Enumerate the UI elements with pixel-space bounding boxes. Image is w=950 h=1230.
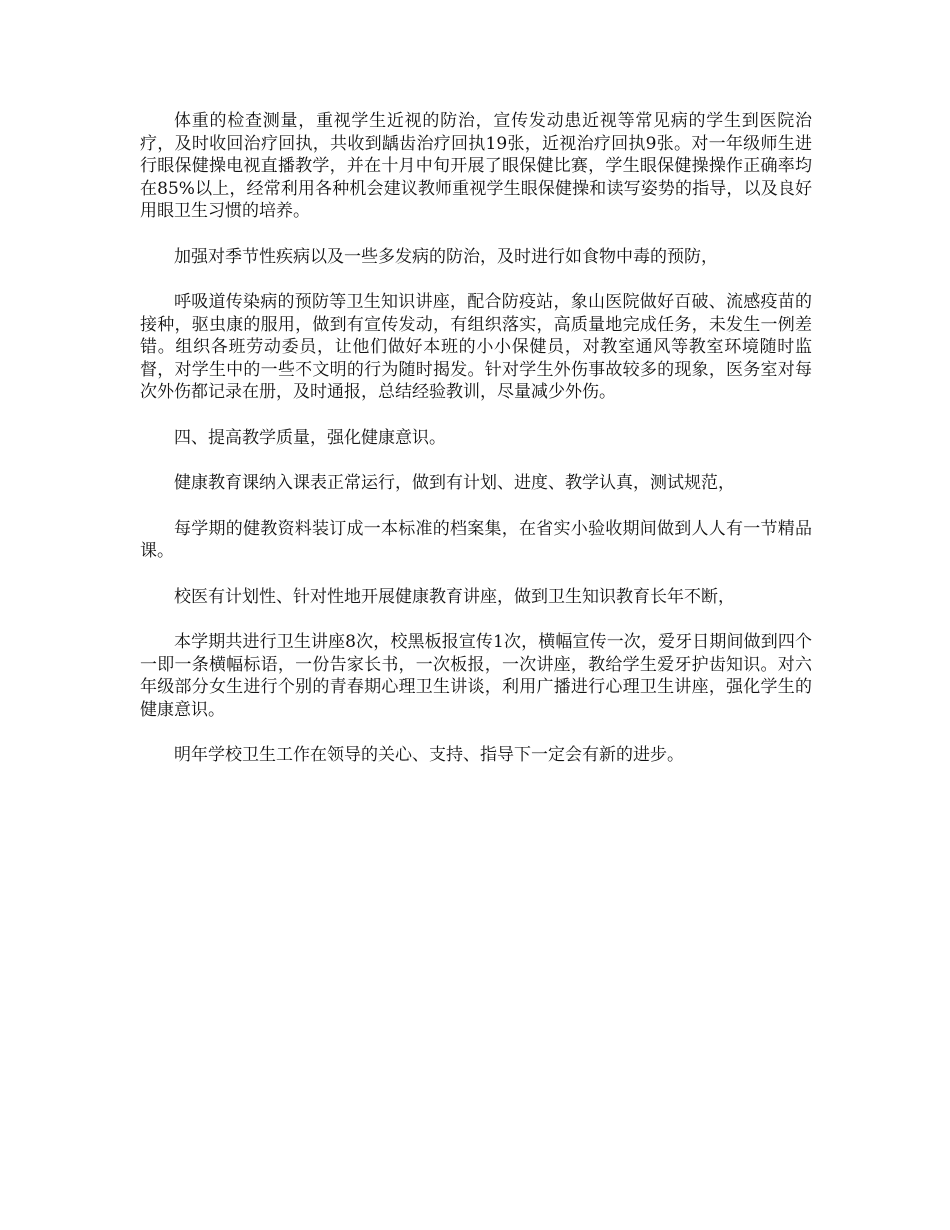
paragraph-lectures: 校医有计划性、针对性地开展健康教育讲座，做到卫生知识教育长年不断， xyxy=(174,586,735,607)
paragraph-seasonal-disease: 加强对季节性疾病以及一些多发病的防治，及时进行如食物中毒的预防， xyxy=(174,246,718,267)
paragraph-semester-summary: 本学期共进行卫生讲座8次，校黑板报宣传1次，横幅宣传一次，爱牙日期间做到四个一即一条横幅标语，一份告家长书，一次板报，一次讲座，教给学生爱牙护齿知识。对六年级部分女生进行个别的青春期心理卫生讲谈，利用广播进行心理卫生讲座，强化学生的健康意识。 xyxy=(140,632,812,720)
document-body xyxy=(140,110,812,790)
paragraph-health-course: 健康教育课纳入课表正常运行，做到有计划、进度、教学认真，测试规范， xyxy=(174,473,735,493)
paragraph-archive: 每学期的健教资料装订成一本标准的档案集，在省实小验收期间做到人人有一节精品课。 xyxy=(140,518,812,561)
section-heading-teaching-quality: 四、提高教学质量，强化健康意识。 xyxy=(174,427,446,448)
paragraph-vaccination: 呼吸道传染病的预防等卫生知识讲座，配合防疫站，象山医院做好百破、流感疫苗的接种，驱虫康的服用，做到有宣传发动，有组织落实，高质量地完成任务，未发生一例差错。组织各班劳动委员，让他们做好本班的小小保健员，对教室通风等教室环境随时监督，对学生中的一些不文明的行为随时揭发。针对学生外伤事故较多的现象，医务室对每次外伤都记录在册，及时通报，总结经验教训，尽量减少外伤。 xyxy=(140,292,812,402)
paragraph-outlook: 明年学校卫生工作在领导的关心、支持、指导下一定会有新的进步。 xyxy=(174,745,684,765)
paragraph-eye-health: 体重的检查测量，重视学生近视的防治，宣传发动患近视等常见病的学生到医院治疗，及时收回治疗回执，共收到龋齿治疗回执19张，近视治疗回执9张。对一年级师生进行眼保健操电视直播教学，并在十月中旬开展了眼保健比赛，学生眼保健操操作正确率均在85%以上，经常利用各种机会建议教师重视学生眼保健操和读写姿势的指导，以及良好用眼卫生习惯的培养。 xyxy=(140,111,812,221)
